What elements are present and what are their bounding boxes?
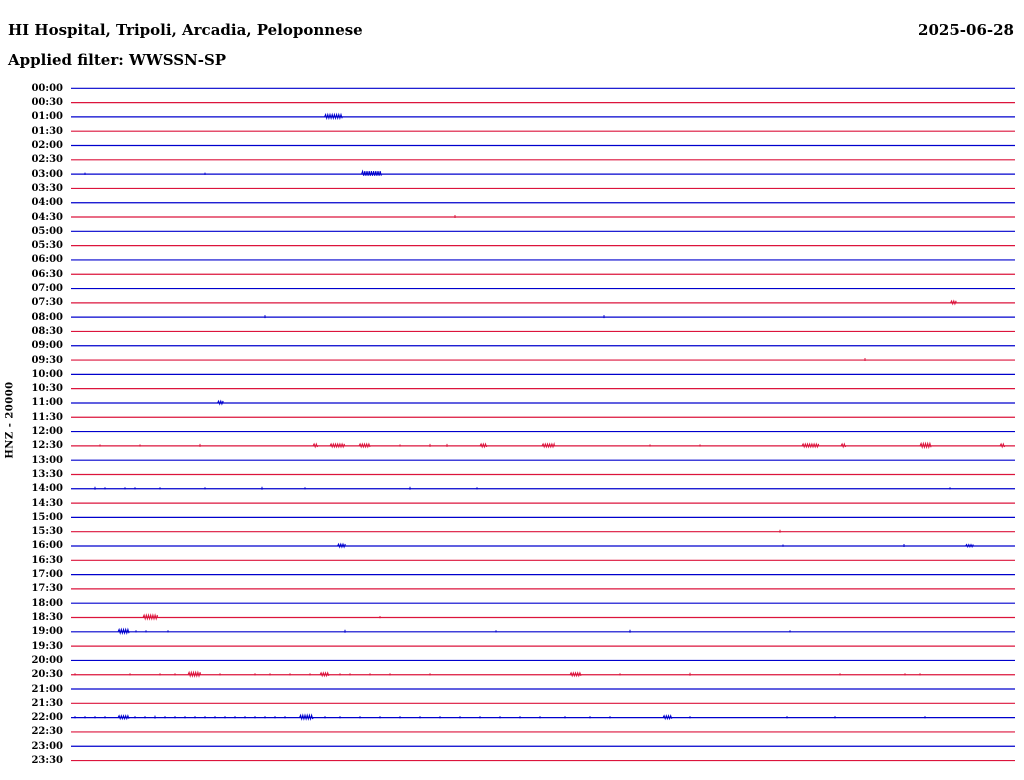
row-time-label: 09:30 (31, 354, 63, 366)
applied-filter-label: Applied filter: WWSSN-SP (8, 51, 227, 69)
row-time-label: 21:30 (31, 697, 63, 709)
row-time-label: 16:00 (31, 540, 63, 552)
row-time-label: 23:30 (31, 755, 63, 767)
row-time-label: 06:30 (31, 268, 63, 280)
trace-event (1000, 444, 1005, 447)
row-time-label: 06:00 (31, 254, 63, 266)
row-time-label: 22:30 (31, 726, 63, 738)
row-time-label: 01:00 (31, 111, 63, 123)
row-time-label: 02:30 (31, 154, 63, 166)
row-time-label: 16:30 (31, 554, 63, 566)
trace-event (362, 171, 382, 176)
trace-event (841, 444, 846, 447)
row-time-label: 00:30 (31, 97, 63, 109)
row-time-label: 09:00 (31, 340, 63, 352)
row-time-label: 14:00 (31, 483, 63, 495)
trace-event (330, 444, 345, 447)
row-time-label: 14:30 (31, 497, 63, 509)
row-time-label: 12:30 (31, 440, 63, 452)
station-title: HI Hospital, Tripoli, Arcadia, Peloponnese (8, 21, 363, 39)
row-time-label: 17:00 (31, 569, 63, 581)
trace-event (300, 715, 314, 719)
trace-event (313, 444, 318, 447)
trace-event (542, 444, 555, 447)
time-axis-labels (0, 0, 63, 780)
row-time-label: 10:00 (31, 368, 63, 380)
row-time-label: 08:00 (31, 311, 63, 323)
row-time-label: 07:30 (31, 297, 63, 309)
trace-event (802, 444, 819, 447)
row-time-label: 02:00 (31, 140, 63, 151)
row-time-label: 17:30 (31, 583, 63, 595)
row-time-label: 01:30 (31, 125, 63, 137)
row-time-label: 19:30 (31, 640, 63, 652)
trace-event (188, 672, 201, 676)
row-time-label: 15:30 (31, 526, 63, 538)
row-time-label: 04:00 (31, 197, 63, 209)
row-time-label: 05:00 (31, 225, 63, 237)
row-time-label: 20:30 (31, 669, 63, 681)
date-label: 2025-06-28 (918, 21, 1014, 39)
trace-event (338, 544, 346, 547)
row-time-label: 03:00 (31, 168, 63, 180)
row-time-label: 11:00 (31, 397, 63, 409)
row-time-label: 19:00 (31, 626, 63, 638)
row-time-label: 22:00 (31, 712, 63, 724)
row-time-label: 11:30 (31, 411, 63, 423)
row-time-label: 15:00 (31, 511, 63, 523)
row-time-label: 04:30 (31, 211, 63, 223)
row-time-label: 23:00 (31, 740, 63, 752)
row-time-label: 13:00 (31, 454, 63, 466)
row-time-label: 18:30 (31, 612, 63, 623)
row-time-label: 21:00 (31, 683, 63, 695)
row-time-label: 03:30 (31, 182, 63, 194)
row-time-label: 20:00 (31, 654, 63, 666)
row-time-label: 13:30 (31, 468, 63, 480)
channel-scale-label: HNZ - 20000 (4, 381, 16, 459)
row-time-label: 10:30 (31, 383, 63, 395)
row-time-label: 05:30 (31, 240, 63, 252)
row-time-label: 12:00 (31, 426, 63, 438)
row-time-label: 08:30 (31, 325, 63, 337)
row-time-label: 07:00 (31, 283, 63, 295)
row-time-label: 18:00 (31, 597, 63, 609)
row-time-label: 00:00 (31, 82, 63, 94)
